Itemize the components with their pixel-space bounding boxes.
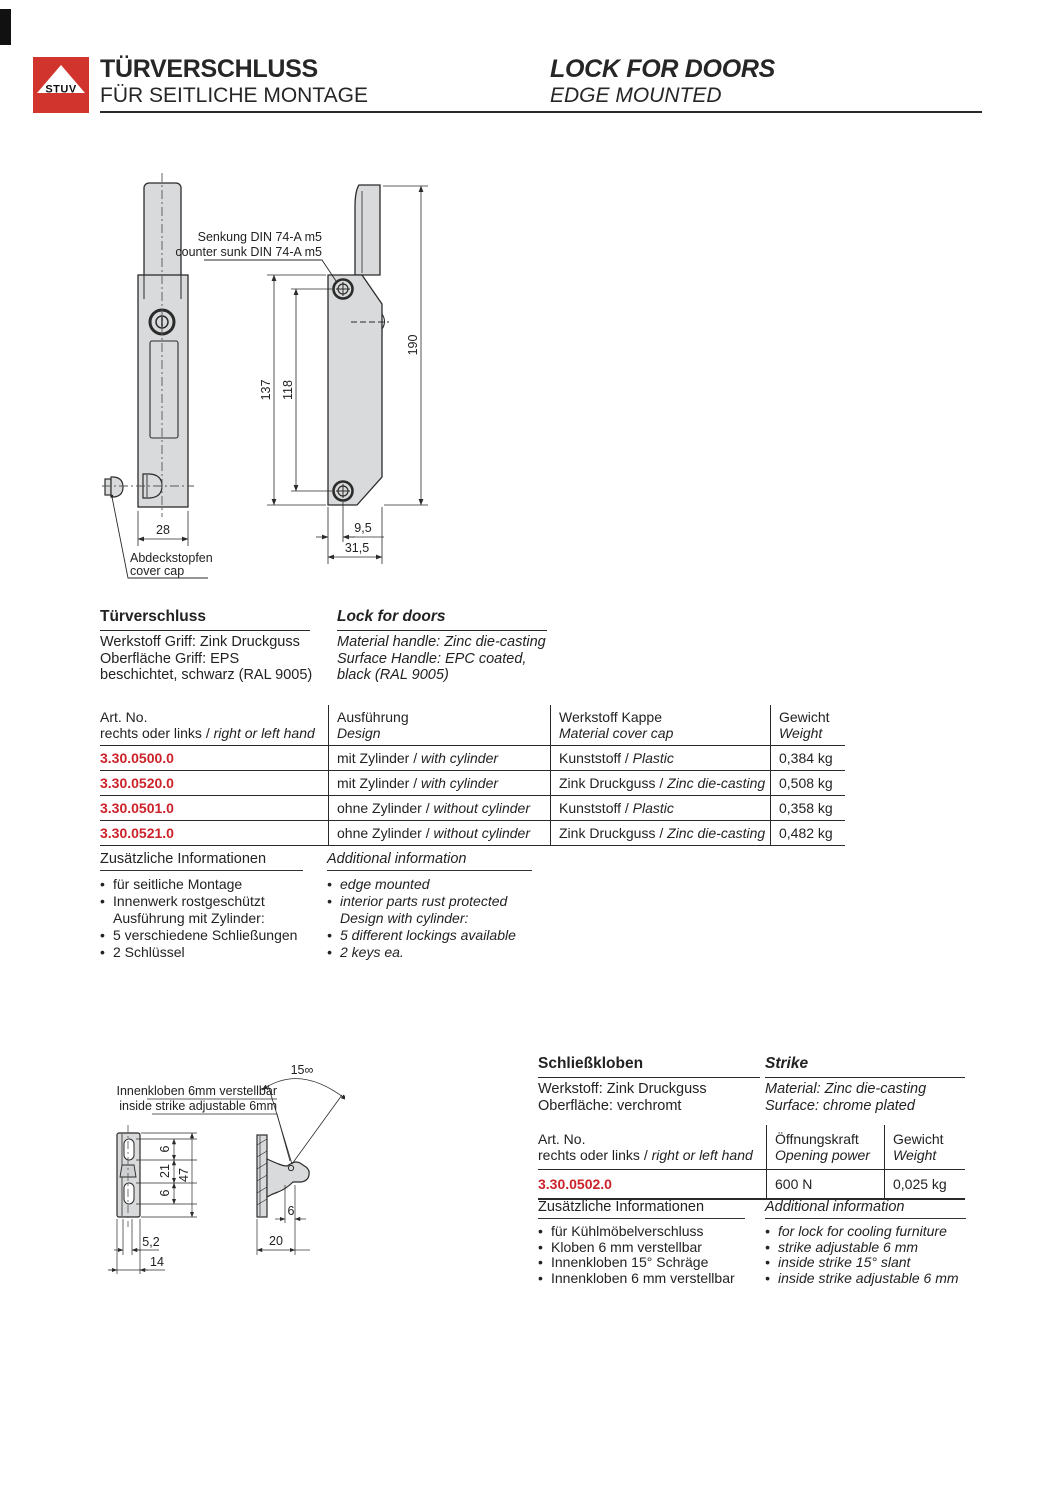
dim-5-2-label: 5,2 <box>142 1235 160 1249</box>
col-weight: Gewicht Weight <box>884 1125 965 1169</box>
strike-front-view <box>117 1125 140 1227</box>
dim-47-label: 47 <box>177 1168 191 1182</box>
slot <box>124 1139 134 1160</box>
cell-weight: 0,508 kg <box>770 771 845 795</box>
col-art-no: Art. No. rechts oder links / right or left hand <box>538 1131 753 1163</box>
cell-weight: 0,384 kg <box>770 746 845 770</box>
dim-190-label: 190 <box>406 334 420 356</box>
cell-cap: Zink Druckguss / Zinc die-casting <box>550 821 770 845</box>
countersink-leader <box>204 260 336 281</box>
dim-21-label: 21 <box>158 1164 172 1178</box>
table-row <box>100 746 845 771</box>
list-item: • inside strike 15° slant <box>765 1255 980 1271</box>
lock-info-en <box>327 850 542 961</box>
cell-design: ohne Zylinder / without cylinder <box>328 821 550 845</box>
lock-info-de <box>100 850 315 961</box>
lock-heading-de: Türverschluss <box>100 608 310 631</box>
cell-opening-power: 600 N <box>766 1170 884 1198</box>
table-row <box>100 796 845 821</box>
cell-weight: 0,025 kg <box>884 1170 965 1198</box>
strike-info-de <box>538 1198 758 1286</box>
dim-6c-label: 6 <box>287 1204 295 1218</box>
list-item: • 2 keys ea. <box>327 944 542 961</box>
cover-cap-part <box>105 477 123 497</box>
dim-118-label: 118 <box>281 380 295 400</box>
list-item: • inside strike adjustable 6 mm <box>765 1271 980 1287</box>
lock-material-de: Werkstoff Griff: Zink Druckguss Oberfläche Griff: EPS beschichtet, schwarz (RAL 9005) <box>100 634 313 683</box>
cell-art-no: 3.30.0501.0 <box>100 800 174 816</box>
info-heading-en: Additional information <box>765 1199 966 1219</box>
lock-side-view <box>328 185 389 505</box>
list-item: • 5 verschiedene Schließungen <box>100 927 315 944</box>
info-heading-de: Zusätzliche Informationen <box>100 851 303 871</box>
info-heading-de: Zusätzliche Informationen <box>538 1199 745 1219</box>
cell-design: mit Zylinder / with cylinder <box>328 746 550 770</box>
col-design: Ausführung Design <box>328 705 550 745</box>
inside-strike-callout-de: Innenkloben 6mm verstellbar <box>116 1084 277 1098</box>
list-item: • 5 different lockings available <box>327 927 542 944</box>
cell-cap: Kunststoff / Plastic <box>550 796 770 820</box>
table-row <box>100 771 845 796</box>
list-item: • 2 Schlüssel <box>100 944 315 961</box>
dim-137-label: 137 <box>259 379 273 401</box>
countersink-callout-de: Senkung DIN 74-A m5 <box>197 230 322 244</box>
page-title-en-line1: LOCK FOR DOORS <box>550 55 775 83</box>
logo-text: STUV <box>45 83 77 96</box>
inside-strike-callout-en: inside strike adjustable 6mm <box>119 1099 277 1113</box>
lock-technical-drawing <box>100 165 450 595</box>
cell-art-no: 3.30.0520.0 <box>100 775 174 791</box>
dim-9-5-label: 9,5 <box>354 521 372 535</box>
cell-design: mit Zylinder / with cylinder <box>328 771 550 795</box>
cover-cap-callout-de: Abdeckstopfen <box>130 551 213 565</box>
list-item: • interior parts rust protected <box>327 893 542 910</box>
col-opening-power: Öffnungskraft Opening power <box>766 1125 884 1169</box>
cell-art-no: 3.30.0500.0 <box>100 750 174 766</box>
dim-31-5-label: 31,5 <box>344 541 370 555</box>
lock-table-header <box>100 705 845 746</box>
strike-arm <box>267 1159 309 1197</box>
list-item: • strike adjustable 6 mm <box>765 1240 980 1256</box>
lock-heading-en: Lock for doors <box>337 608 547 631</box>
strike-technical-drawing <box>95 1045 345 1290</box>
list-item: • Innenkloben 6 mm verstellbar <box>538 1271 758 1287</box>
dim-20-label: 20 <box>269 1234 283 1248</box>
info-list-en <box>765 1224 980 1286</box>
list-item: • edge mounted <box>327 876 542 893</box>
cell-weight: 0,358 kg <box>770 796 845 820</box>
cell-art-no: 3.30.0521.0 <box>100 825 174 841</box>
info-heading-en: Additional information <box>327 851 532 871</box>
screw-icon <box>334 482 353 501</box>
stuv-logo-icon <box>33 57 89 113</box>
col-art-no: Art. No. rechts oder links / right or left hand <box>100 709 315 741</box>
dim-14-label: 14 <box>150 1255 164 1269</box>
col-cover-cap: Werkstoff Kappe Material cover cap <box>550 705 770 745</box>
info-list-en <box>327 876 542 961</box>
strike-heading-en: Strike <box>765 1055 965 1078</box>
dim-angle-label: 15∞ <box>290 1063 314 1077</box>
list-item: • für Kühlmöbelverschluss <box>538 1224 758 1240</box>
cover-cap-callout-en: cover cap <box>130 564 185 578</box>
cell-weight: 0,482 kg <box>770 821 845 845</box>
table-row <box>100 821 845 846</box>
list-item: Ausführung mit Zylinder: <box>113 910 265 926</box>
table-row <box>538 1170 965 1200</box>
dim-6a-label: 6 <box>158 1145 172 1153</box>
list-item: • Innenkloben 15° Schräge <box>538 1255 758 1271</box>
adjust-pin <box>288 1165 293 1170</box>
lock-front-view <box>102 173 194 517</box>
cell-cap: Kunststoff / Plastic <box>550 746 770 770</box>
info-list-de <box>538 1224 758 1286</box>
lock-table <box>100 705 845 846</box>
page-title-de-line2: FÜR SEITLICHE MONTAGE <box>100 84 368 107</box>
col-weight: Gewicht Weight <box>770 705 845 745</box>
countersink-callout-en: counter sunk DIN 74-A m5 <box>175 245 322 259</box>
list-item: • für seitliche Montage <box>100 876 315 893</box>
slot <box>124 1183 134 1204</box>
info-list-de <box>100 876 315 961</box>
cell-art-no: 3.30.0502.0 <box>538 1176 612 1192</box>
lock-material-en: Material handle: Zinc die-casting Surface Handle: EPC coated, black (RAL 9005) <box>337 634 546 683</box>
screw-icon <box>334 280 353 299</box>
dim-28-label: 28 <box>156 523 170 537</box>
angle-lines <box>268 1085 342 1164</box>
strike-table-header <box>538 1125 965 1170</box>
strike-table <box>538 1125 965 1200</box>
page-title-de-line1: TÜRVERSCHLUSS <box>100 55 318 83</box>
edge-registration-mark <box>0 9 11 45</box>
list-item: • Innenwerk rostgeschützt <box>100 893 315 910</box>
strike-info-en <box>765 1198 980 1286</box>
list-item: • for lock for cooling furniture <box>765 1224 980 1240</box>
strike-material-en: Material: Zinc die-casting Surface: chrome plated <box>765 1081 927 1114</box>
cell-design: ohne Zylinder / without cylinder <box>328 796 550 820</box>
strike-material-de: Werkstoff: Zink Druckguss Oberfläche: verchromt <box>538 1081 707 1114</box>
strike-heading-de: Schließkloben <box>538 1055 760 1078</box>
list-item: Design with cylinder: <box>340 910 469 926</box>
header-rule <box>100 111 982 113</box>
list-item: • Kloben 6 mm verstellbar <box>538 1240 758 1256</box>
dim-6b-label: 6 <box>158 1189 172 1197</box>
cell-cap: Zink Druckguss / Zinc die-casting <box>550 771 770 795</box>
page-title-en-line2: EDGE MOUNTED <box>550 84 722 107</box>
